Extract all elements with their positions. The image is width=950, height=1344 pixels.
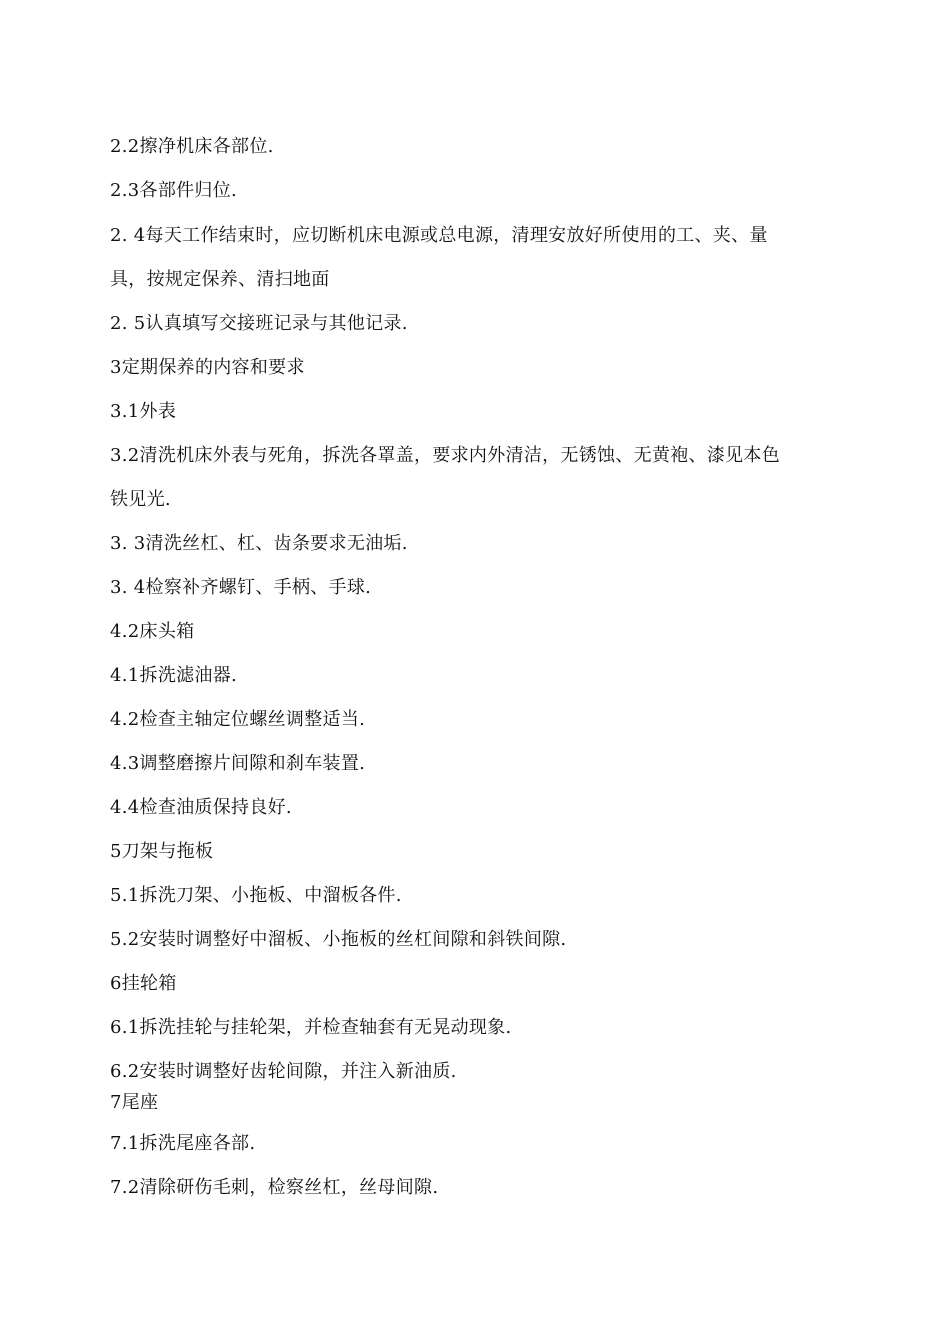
text-line: 铁见光. bbox=[110, 489, 171, 510]
text-line: 具，按规定保养、清扫地面 bbox=[110, 269, 330, 290]
text-line: 2. 5认真填写交接班记录与其他记录. bbox=[110, 313, 408, 334]
text-line: 6.2安装时调整好齿轮间隙，并注入新油质. bbox=[110, 1061, 457, 1082]
section-heading: 6挂轮箱 bbox=[110, 973, 177, 994]
section-heading: 4.2床头箱 bbox=[110, 621, 195, 642]
text-line: 3.2清洗机床外表与死角，拆洗各罩盖，要求内外清洁，无锈蚀、无黄袍、漆见本色 bbox=[110, 445, 781, 466]
text-line: 2.2擦净机床各部位. bbox=[110, 136, 274, 157]
text-line: 2.3各部件归位. bbox=[110, 180, 238, 201]
section-heading: 5刀架与拖板 bbox=[110, 841, 214, 862]
section-heading: 7尾座 bbox=[110, 1092, 159, 1113]
text-line: 2. 4每天工作结束时，应切断机床电源或总电源，清理安放好所使用的工、夹、量 bbox=[110, 225, 768, 246]
text-line: 6.1拆洗挂轮与挂轮架，并检查轴套有无晃动现象. bbox=[110, 1017, 512, 1038]
text-line: 5.2安装时调整好中溜板、小拖板的丝杠间隙和斜铁间隙. bbox=[110, 929, 567, 950]
text-line: 4.4检查油质保持良好. bbox=[110, 797, 292, 818]
text-line: 7.1拆洗尾座各部. bbox=[110, 1133, 256, 1154]
text-line: 4.3调整磨擦片间隙和刹车装置. bbox=[110, 753, 366, 774]
section-heading: 3定期保养的内容和要求 bbox=[110, 357, 305, 378]
text-line: 5.1拆洗刀架、小拖板、中溜板各件. bbox=[110, 885, 402, 906]
text-line: 4.2检查主轴定位螺丝调整适当. bbox=[110, 709, 366, 730]
text-line: 7.2清除研伤毛刺，检察丝杠，丝母间隙. bbox=[110, 1177, 439, 1198]
text-line: 3.1外表 bbox=[110, 401, 177, 422]
text-line: 3. 4检察补齐螺钉、手柄、手球. bbox=[110, 577, 372, 598]
text-line: 4.1拆洗滤油器. bbox=[110, 665, 238, 686]
text-line: 3. 3清洗丝杠、杠、齿条要求无油垢. bbox=[110, 533, 408, 554]
